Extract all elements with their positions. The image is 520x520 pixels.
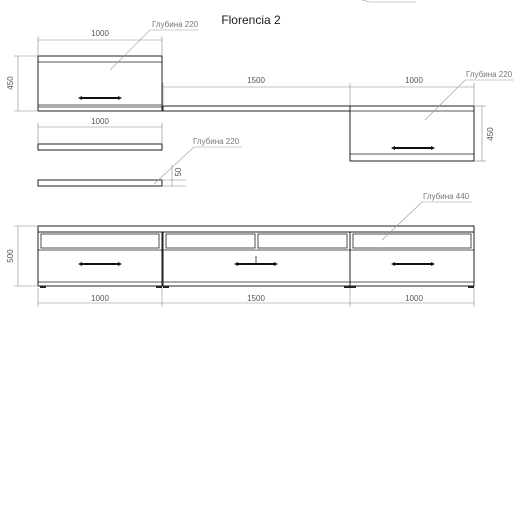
right-hanging-cabinet [350,106,474,161]
svg-text:Глубина 220: Глубина 220 [193,137,240,146]
svg-text:Глубина 220: Глубина 220 [466,70,513,79]
page-title: Florencia 2 [221,13,281,27]
dim-bottom-left: 1000 [91,294,109,303]
svg-text:1000: 1000 [405,76,423,85]
dim-thin-shelf-width [38,117,162,144]
dim-long-shelf-width [163,76,350,106]
dim-bottom-height [6,226,38,286]
svg-text:1000: 1000 [91,29,109,38]
thin-shelf [38,144,162,150]
dim-right-cabinet-height [474,106,495,161]
dim-right-cabinet-width [350,76,474,106]
dim-small-shelf-height [162,165,186,186]
svg-text:Глубина 220: Глубина 220 [152,20,199,29]
depth-note-small-shelf [154,137,242,184]
dim-bottom-widths [38,288,474,307]
small-shelf [38,180,162,186]
bottom-unit [38,226,474,288]
svg-text:450: 450 [6,76,15,90]
top-left-cabinet [38,56,162,111]
dim-top-left-height [6,56,38,111]
svg-text:1000: 1000 [91,117,109,126]
svg-text:50: 50 [174,167,183,177]
svg-text:450: 450 [486,127,495,141]
svg-text:Глубина 440: Глубина 440 [423,192,470,201]
svg-text:500: 500 [6,249,15,263]
dim-bottom-right: 1000 [405,294,423,303]
dim-bottom-middle: 1500 [247,294,265,303]
dim-top-left-width [38,29,162,56]
cropped-leader-line [362,0,416,2]
long-shelf [163,106,350,111]
svg-text:1500: 1500 [247,76,265,85]
